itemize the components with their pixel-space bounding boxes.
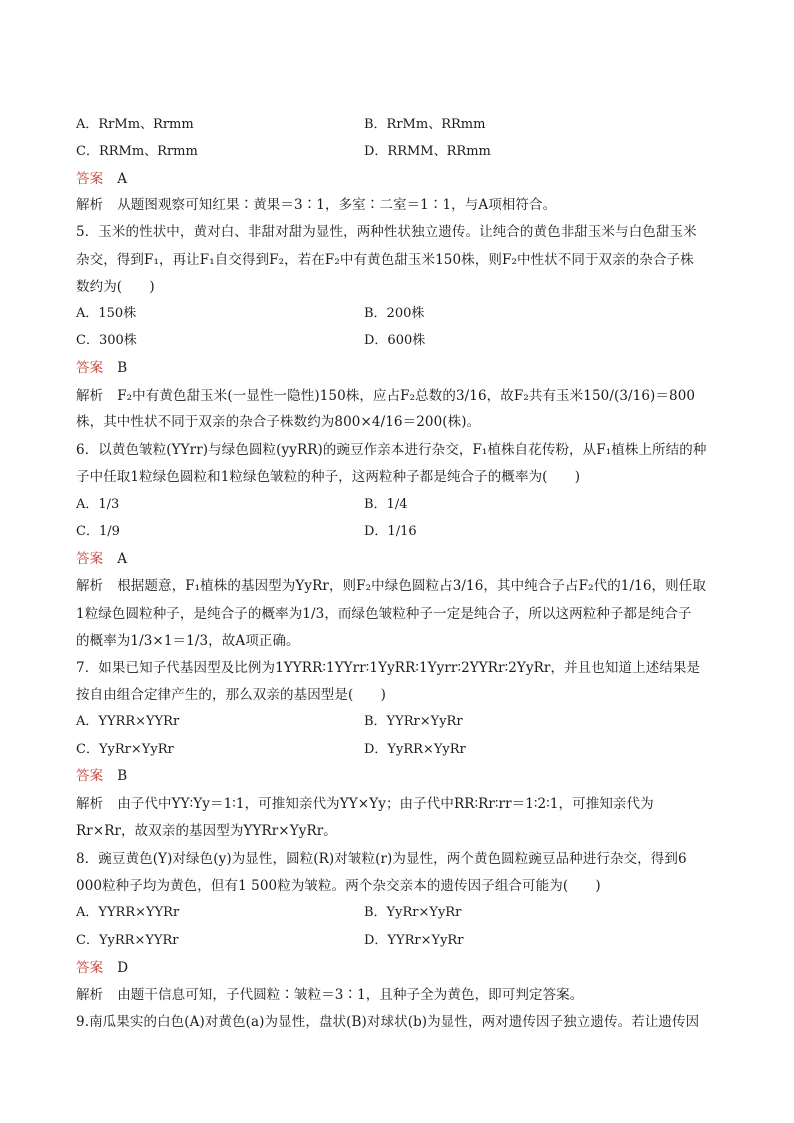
q7-answer-label: 答案 <box>76 768 104 784</box>
q9-stem-line-1: 9.南瓜果实的白色(A)对黄色(a)为显性，盘状(B)对球状(b)为显性，两对遗传因子独立遗传。若让遗传因 <box>76 1014 700 1030</box>
q5-stem-line-1: 5．玉米的性状中，黄对白、非甜对甜为显性，两种性状独立遗传。让纯合的黄色非甜玉米与白色甜玉米 <box>76 224 697 240</box>
q4-analysis-label: 解析 <box>76 197 104 213</box>
q5-answer-line <box>76 359 127 377</box>
q7-option-d: D．YyRR×YyRr <box>364 742 466 757</box>
q7-analysis-line-1 <box>76 795 654 813</box>
q7-answer-line <box>76 767 127 785</box>
q7-stem-line-1: 7．如果已知子代基因型及比例为1YYRR∶1YYrr∶1YyRR∶1Yyrr∶2YYRr∶2YyRr，并且也知道上述结果是 <box>76 660 701 676</box>
q4-answer-line <box>76 170 127 188</box>
q8-analysis-text-1: 由题干信息可知，子代圆粒∶皱粒＝3∶1，且种子全为黄色，即可判定答案。 <box>117 987 584 1003</box>
q6-analysis-label: 解析 <box>76 578 104 594</box>
q6-analysis-line-2: 1粒绿色圆粒种子，是纯合子的概率为1/3，而绿色皱粒种子一定是纯合子，所以这两粒种子都是纯合子 <box>76 606 692 622</box>
q7-stem-line-2: 按自由组合定律产生的，那么双亲的基因型是( ) <box>76 687 386 703</box>
q6-option-c: C．1/9 <box>76 524 120 539</box>
q4-analysis-line <box>76 196 556 214</box>
q8-answer-line <box>76 959 128 977</box>
q6-answer-label: 答案 <box>76 551 104 567</box>
q7-option-a: A．YYRR×YYRr <box>76 714 180 729</box>
q7-option-b: B．YYRr×YyRr <box>364 714 463 729</box>
q8-analysis-line-1 <box>76 986 583 1004</box>
q5-analysis-line-2: 株，其中性状不同于双亲的杂合子株数约为800×4/16＝200(株)。 <box>76 414 481 430</box>
q6-analysis-line-1 <box>76 577 706 595</box>
q4-option-a: A．RrMm、Rrmm <box>76 117 194 132</box>
q8-option-a: A．YYRR×YYRr <box>76 905 180 920</box>
q5-stem-line-3: 数约为( ) <box>76 279 155 295</box>
q7-answer-value: B <box>117 768 128 784</box>
q8-stem-line-2: 000粒种子均为黄色，但有1 500粒为皱粒。两个杂交亲本的遗传因子组合可能为( ) <box>76 878 601 894</box>
q5-option-d: D．600株 <box>364 333 426 348</box>
q6-stem-line-2: 子中任取1粒绿色圆粒和1粒绿色皱粒的种子，这两粒种子都是纯合子的概率为( ) <box>76 469 581 485</box>
q5-answer-label: 答案 <box>76 360 104 376</box>
q5-analysis-text-1: F₂中有黄色甜玉米(一显性一隐性)150株，应占F₂总数的3/16，故F₂共有玉米150/(3/16)＝800 <box>117 388 696 404</box>
q4-answer-label: 答案 <box>76 171 104 187</box>
q7-analysis-text-1: 由子代中YY∶Yy＝1∶1，可推知亲代为YY×Yy；由子代中RR∶Rr∶rr＝1∶2∶1，可推知亲代为 <box>117 796 654 812</box>
q8-answer-value: D <box>117 960 129 976</box>
q6-analysis-line-3: 的概率为1/3×1＝1/3，故A项正确。 <box>76 633 300 649</box>
q4-analysis-text: 从题图观察可知红果∶黄果＝3∶1，多室∶二室＝1∶1，与A项相符合。 <box>117 197 557 213</box>
q7-option-c: C．YyRr×YyRr <box>76 742 174 757</box>
q6-answer-value: A <box>117 551 128 567</box>
q8-stem-line-1: 8．豌豆黄色(Y)对绿色(y)为显性，圆粒(R)对皱粒(r)为显性，两个黄色圆粒豌豆品种进行杂交，得到6 <box>76 851 687 867</box>
q5-stem-line-2: 杂交，得到F₁，再让F₁自交得到F₂，若在F₂中有黄色甜玉米150株，则F₂中性状不同于双亲的杂合子株 <box>76 252 694 268</box>
q7-analysis-line-2: Rr×Rr，故双亲的基因型为YYRr×YyRr。 <box>76 823 337 839</box>
q6-analysis-text-1: 根据题意，F₁植株的基因型为YyRr，则F₂中绿色圆粒占3/16，其中纯合子占F₂代的1/16，则任取 <box>117 578 706 594</box>
q5-analysis-line-1 <box>76 387 695 405</box>
q6-answer-line <box>76 550 127 568</box>
q8-analysis-label: 解析 <box>76 987 104 1003</box>
q6-option-b: B．1/4 <box>364 497 408 512</box>
q4-option-d: D．RRMM、RRmm <box>364 144 491 159</box>
q8-answer-label: 答案 <box>76 960 104 976</box>
q8-option-d: D．YYRr×YyRr <box>364 933 464 948</box>
q5-option-c: C．300株 <box>76 333 137 348</box>
q5-answer-value: B <box>117 360 128 376</box>
q5-option-a: A．150株 <box>76 306 137 321</box>
q8-option-c: C．YyRR×YYRr <box>76 933 179 948</box>
q7-analysis-label: 解析 <box>76 796 104 812</box>
q4-option-c: C．RRMm、Rrmm <box>76 144 198 159</box>
q8-option-b: B．YyRr×YyRr <box>364 905 462 920</box>
q5-option-b: B．200株 <box>364 306 425 321</box>
q6-option-d: D．1/16 <box>364 524 417 539</box>
q6-option-a: A．1/3 <box>76 497 120 512</box>
q5-analysis-label: 解析 <box>76 388 104 404</box>
q4-option-b: B．RrMm、RRmm <box>364 117 486 132</box>
q6-stem-line-1: 6．以黄色皱粒(YYrr)与绿色圆粒(yyRR)的豌豆作亲本进行杂交，F₁植株自花传粉，从F₁植株上所结的种 <box>76 442 707 458</box>
q4-answer-value: A <box>117 171 128 187</box>
